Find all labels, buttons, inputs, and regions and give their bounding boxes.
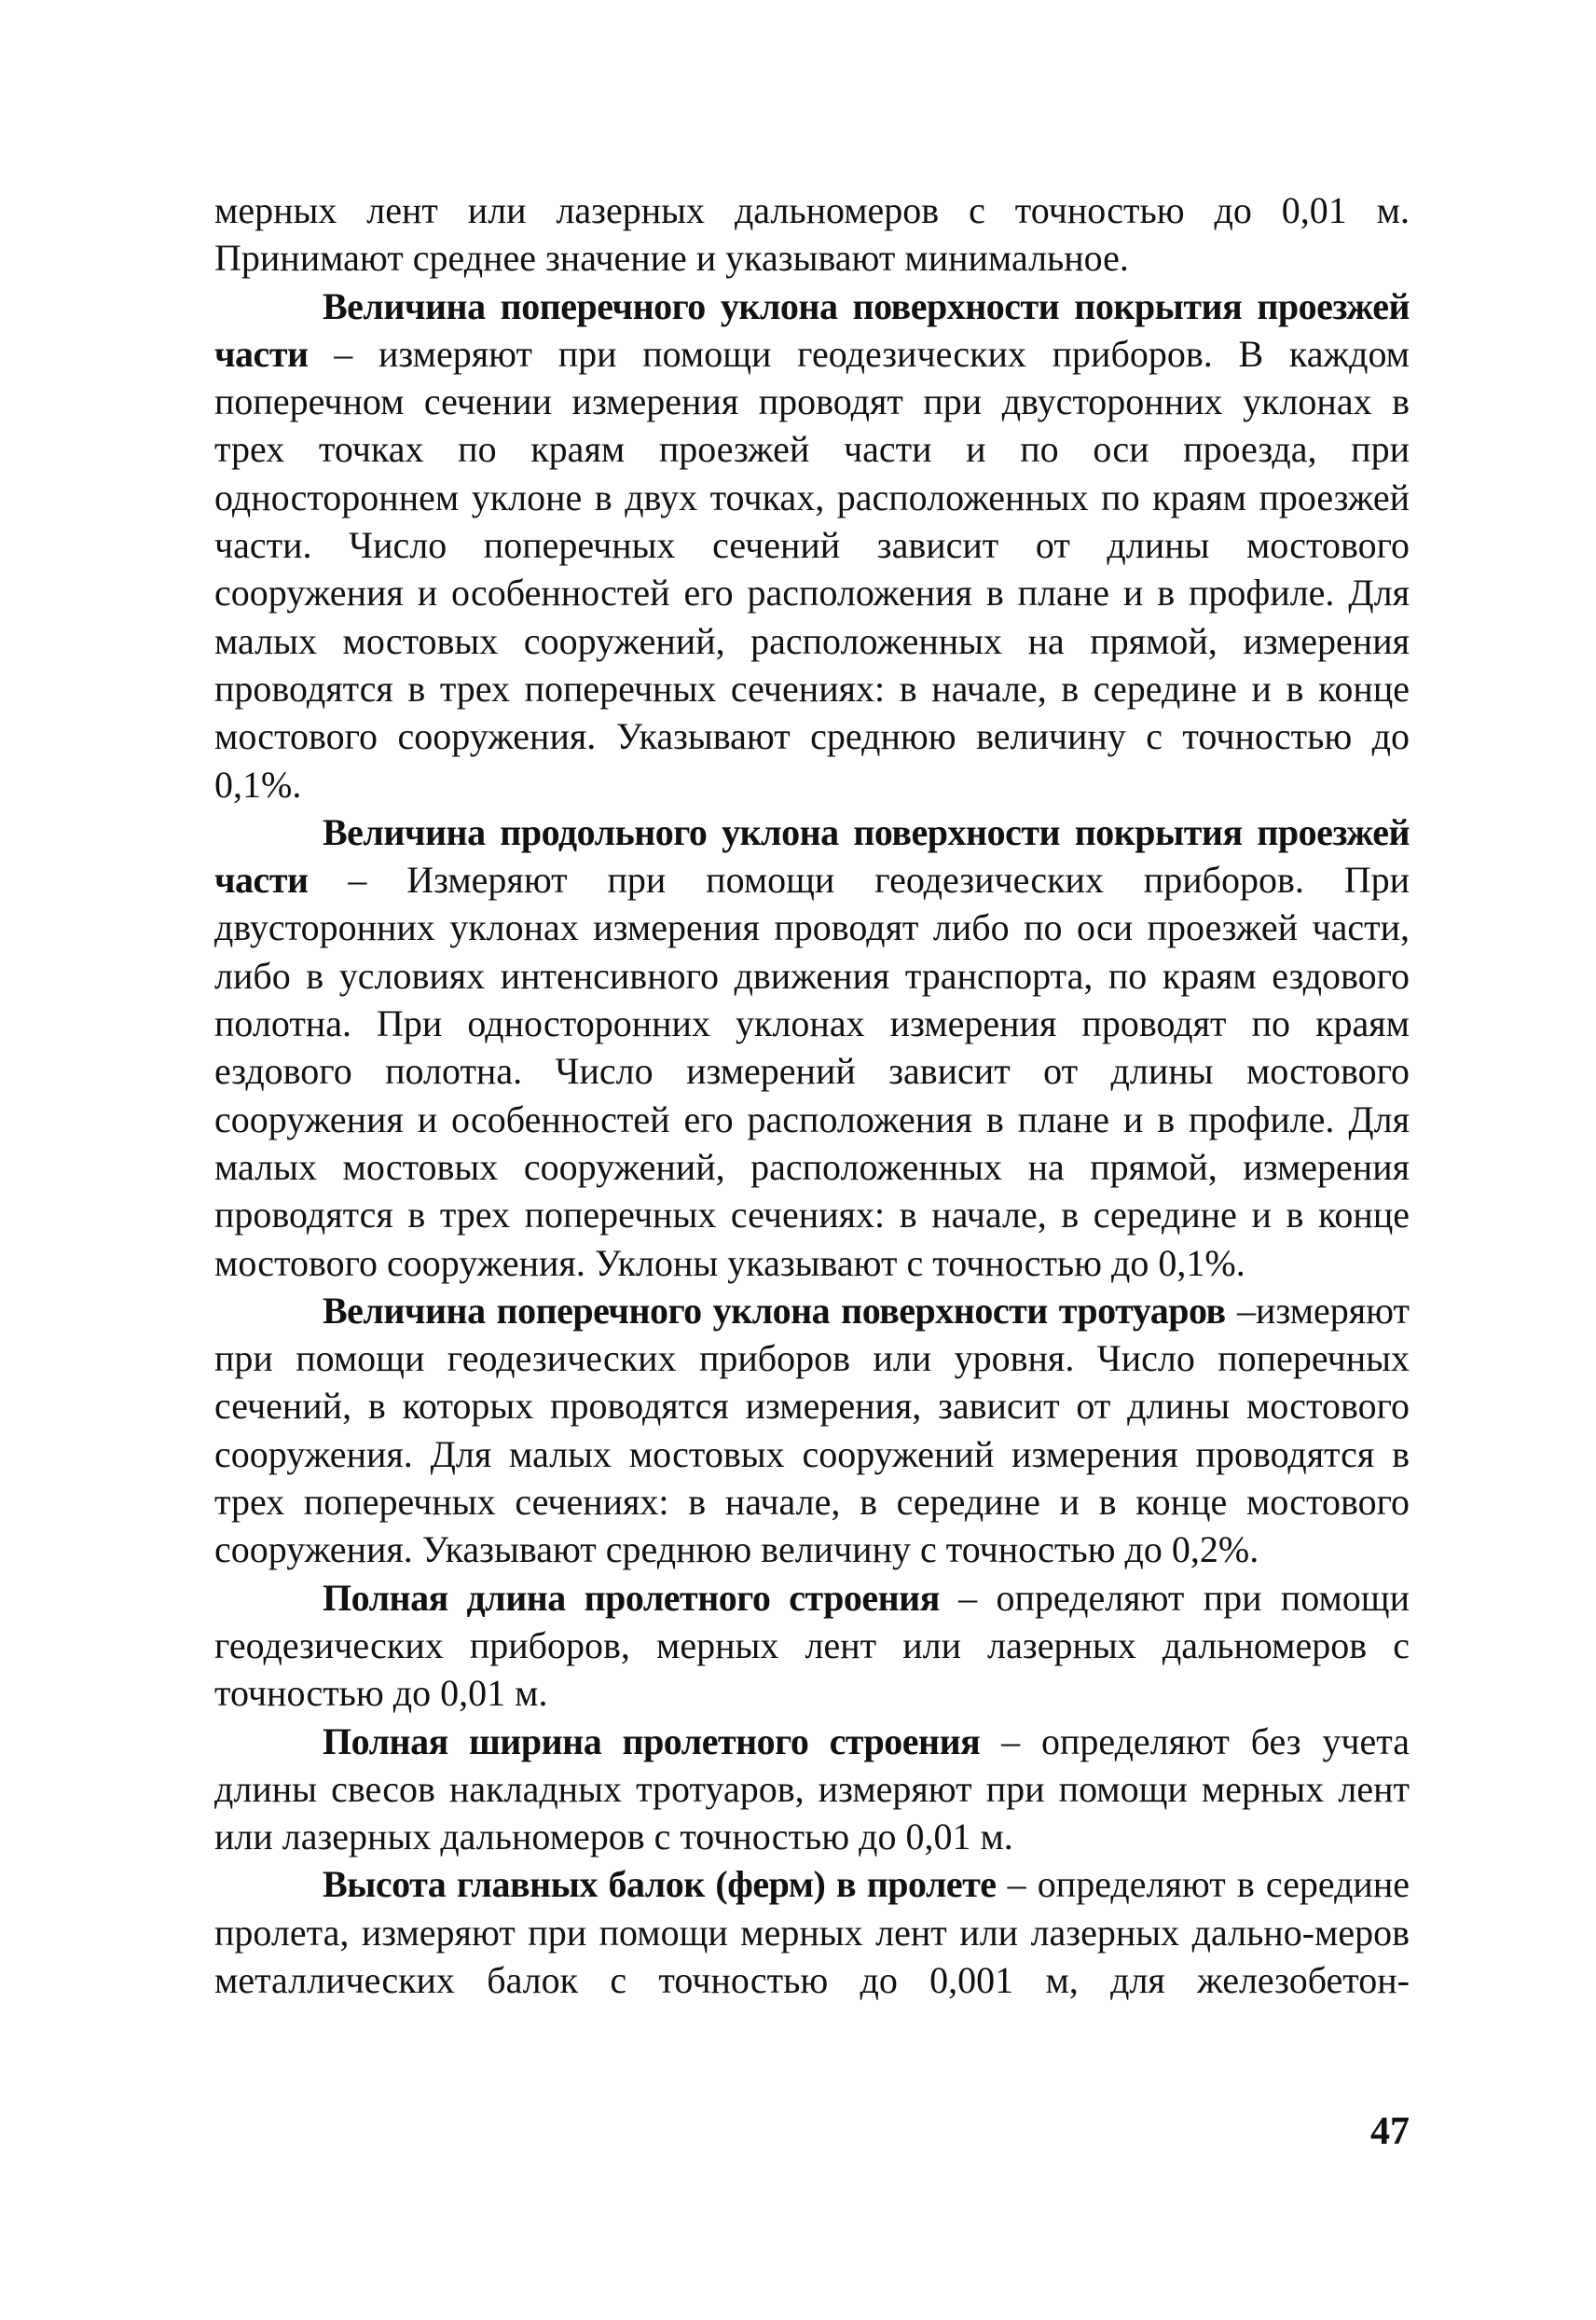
- paragraph-main-beam-height: [214, 1860, 1410, 2004]
- paragraph-term: Высота главных балок (ферм) в пролете: [323, 1863, 997, 1906]
- paragraph-text: –измеряют при помощи геодезических приборов или уровня. Число поперечных сечений, в которых проводятся измерения, зависит от длины мостового сооружения. Для малых мостовых сооружений измерения проводятся в трех поперечных сечениях: в начале, в середине и в конце мостового сооружения. Указывают среднюю величину с точностью до 0,2%.: [214, 1289, 1410, 1571]
- paragraph-term: Величина поперечного уклона поверхности покрытия проезжей части: [214, 284, 1410, 375]
- body-text: [214, 186, 1410, 2004]
- paragraph-term: Полная ширина пролетного строения: [323, 1719, 981, 1762]
- paragraph-text: – измеряют при помощи геодезических приборов. В каждом поперечном сечении измерения проводят при двусторонних уклонах в трех точках по краям проезжей части и по оси проезда, при одностороннем уклоне в двух точках, расположенных по краям проезжей части. Число поперечных сечений зависит от длины мостового сооружения и особенностей его расположения в плане и в профиле. Для малых мостовых сооружений, расположенных на прямой, измерения проводятся в трех поперечных сечениях: в начале, в середине и в конце мостового сооружения. Указывают среднюю величину с точностью до 0,1%.: [214, 332, 1410, 806]
- paragraph-text: – определяют в середине пролета, измеряют при помощи мерных лент или лазерных дально-меров металлических балок с точностью до 0,001 м, для железобетон-: [214, 1863, 1410, 2001]
- paragraph-continuation: [214, 186, 1410, 283]
- paragraph-text: – Измеряют при помощи геодезических приборов. При двусторонних уклонах измерения проводят либо по оси проезжей части, либо в условиях интенсивного движения транспорта, по краям ездового полотна. При односторонних уклонах измерения проводят по краям ездового полотна. Число измерений зависит от длины мостового сооружения и особенностей его расположения в плане и в профиле. Для малых мостовых сооружений, расположенных на прямой, измерения проводятся в трех поперечных сечениях: в начале, в середине и в конце мостового сооружения. Уклоны указывают с точностью до 0,1%.: [214, 859, 1410, 1284]
- paragraph-cross-slope-sidewalks: [214, 1287, 1410, 1574]
- paragraph-term: Величина продольного уклона поверхности покрытия проезжей части: [214, 810, 1410, 902]
- paragraph-text: – определяют при помощи геодезических приборов, мерных лент или лазерных дальномеров с точностью до 0,01 м.: [214, 1576, 1410, 1715]
- paragraph-span-full-length: [214, 1574, 1410, 1718]
- paragraph-cross-slope-carriageway: [214, 283, 1410, 808]
- paragraph-term: Величина поперечного уклона поверхности тротуаров: [323, 1289, 1226, 1332]
- paragraph-longitudinal-slope-carriageway: [214, 808, 1410, 1287]
- paragraph-text: мерных лент или лазерных дальномеров с точностью до 0,01 м. Принимают среднее значение и указывают минимальное.: [214, 189, 1410, 280]
- paragraph-span-full-width: [214, 1718, 1410, 1861]
- paragraph-term: Полная длина пролетного строения: [323, 1576, 940, 1619]
- page-number: 47: [1370, 2110, 1410, 2153]
- paragraph-text: – определяют без учета длины свесов накладных тротуаров, измеряют при помощи мерных лент или лазерных дальномеров с точностью до 0,01 м.: [214, 1719, 1410, 1858]
